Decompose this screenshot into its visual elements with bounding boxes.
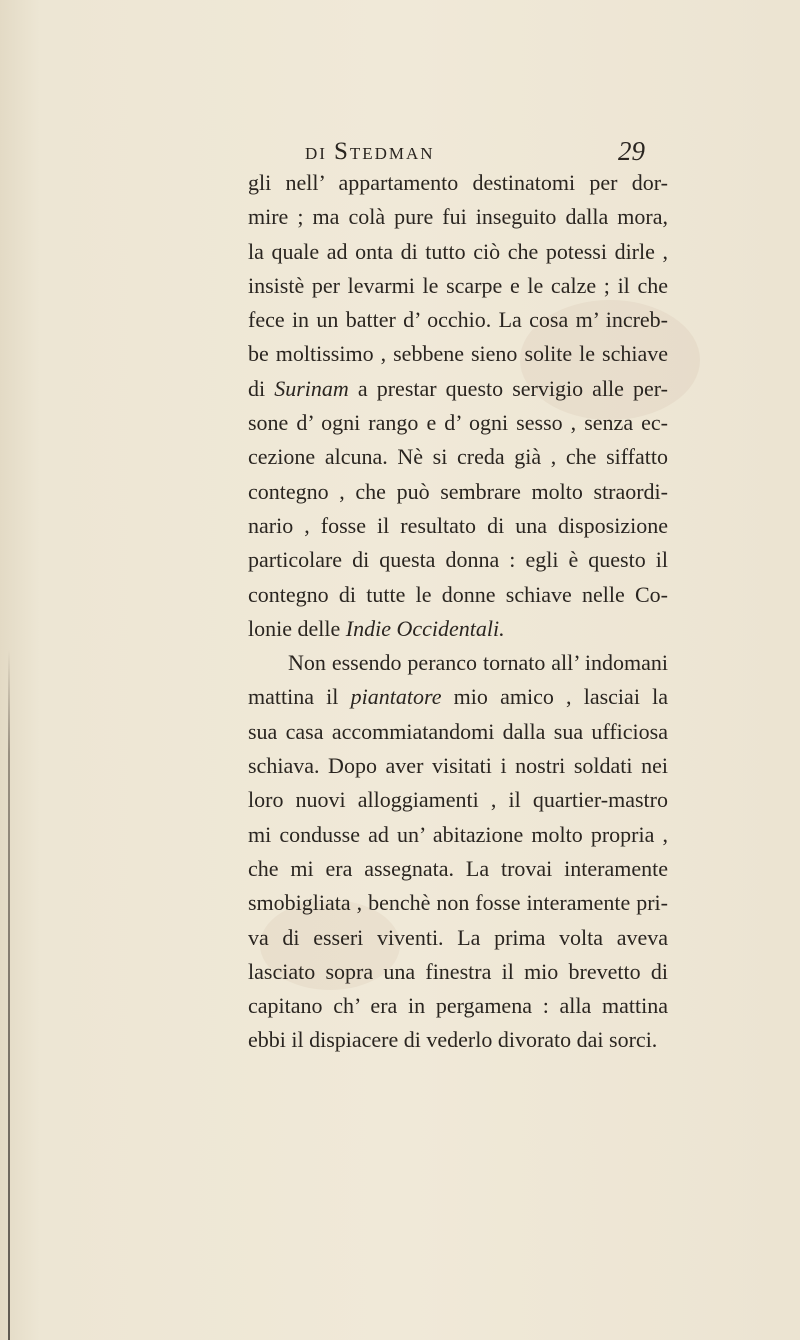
text-segment: insistè per levarmi le scarpe e le calze ; il che — [248, 272, 668, 298]
text-line — [248, 715, 668, 749]
text-segment: mire ; ma colà pure fui inseguito dalla mora, — [248, 204, 668, 230]
text-line — [248, 578, 668, 612]
text-line — [248, 406, 668, 440]
text-segment: loro nuovi alloggiamenti , il quartier-mastro — [248, 787, 668, 813]
text-line — [248, 921, 668, 955]
text-segment: smobigliata , benchè non fosse interamente pri- — [248, 890, 668, 916]
text-segment: particolare di questa donna : egli è questo il — [248, 547, 668, 573]
text-segment: be moltissimo , sebbene sieno solite le schiave — [248, 341, 668, 367]
text-line — [248, 646, 668, 680]
text-segment: sone d’ ogni rango e d’ ogni sesso , senza ec- — [248, 410, 668, 436]
text-segment: mio amico , lasciai la — [441, 684, 668, 710]
text-segment: a prestar questo servigio alle per- — [348, 375, 668, 401]
text-segment: che mi era assegnata. La trovai interamente — [248, 855, 668, 881]
text-segment: lonie delle — [248, 615, 346, 641]
text-segment: contegno di tutte le donne schiave nelle Co- — [248, 581, 668, 607]
text-line — [248, 818, 668, 852]
text-segment: cezione alcuna. Nè si creda già , che siffatto — [248, 444, 668, 470]
text-line — [248, 509, 668, 543]
text-line — [248, 440, 668, 474]
text-line — [248, 783, 668, 817]
binding-gutter-line — [8, 650, 10, 1340]
text-segment: ebbi il dispiacere di vederlo divorato dai sorci. — [248, 1027, 658, 1053]
text-line — [248, 886, 668, 920]
text-line — [248, 372, 668, 406]
text-segment: sua casa accommiatandomi dalla sua ufficiosa — [248, 718, 668, 744]
text-line — [248, 989, 668, 1023]
text-line — [248, 749, 668, 783]
text-segment: Non essendo peranco tornato all’ indomani — [288, 650, 668, 676]
text-segment: va di esseri viventi. La prima volta aveva — [248, 924, 668, 950]
text-line — [248, 166, 668, 200]
text-segment: gli nell’ appartamento destinatomi per dor- — [248, 170, 668, 195]
text-segment: la quale ad onta di tutto ciò che potessi dirle , — [248, 238, 668, 264]
page-number: 29 — [618, 136, 645, 166]
text-segment: mattina il — [248, 684, 351, 710]
text-segment: di — [248, 375, 275, 401]
text-line — [248, 680, 668, 714]
running-head-initial: S — [333, 138, 350, 165]
text-line — [248, 303, 668, 337]
text-line — [248, 852, 668, 886]
text-segment: fece in un batter d’ occhio. La cosa m’ increb- — [248, 307, 668, 333]
text-line — [248, 1023, 668, 1057]
text-line — [248, 543, 668, 577]
running-head-author: TEDMAN — [349, 144, 435, 163]
text-segment: capitano ch’ era in pergamena : alla mattina — [248, 993, 668, 1019]
italic-segment: piantatore — [350, 684, 442, 710]
text-line — [248, 337, 668, 371]
text-line — [248, 475, 668, 509]
text-segment: schiava. Dopo aver visitati i nostri soldati nei — [248, 753, 668, 779]
body-text — [248, 166, 668, 1058]
text-line — [248, 200, 668, 234]
italic-segment: Surinam — [274, 375, 349, 401]
text-segment: contegno , che può sembrare molto straordi- — [248, 478, 668, 504]
italic-segment: Indie Occidentali. — [345, 615, 505, 641]
text-line — [248, 269, 668, 303]
text-segment: lasciato sopra una finestra il mio brevetto di — [248, 958, 668, 984]
running-head-prefix: DI — [305, 144, 327, 163]
text-line — [248, 612, 668, 646]
text-segment: mi condusse ad un’ abitazione molto propria , — [248, 821, 668, 847]
text-segment: nario , fosse il resultato di una disposizione — [248, 512, 668, 538]
text-line — [248, 955, 668, 989]
running-head — [305, 138, 435, 166]
text-line — [248, 235, 668, 269]
